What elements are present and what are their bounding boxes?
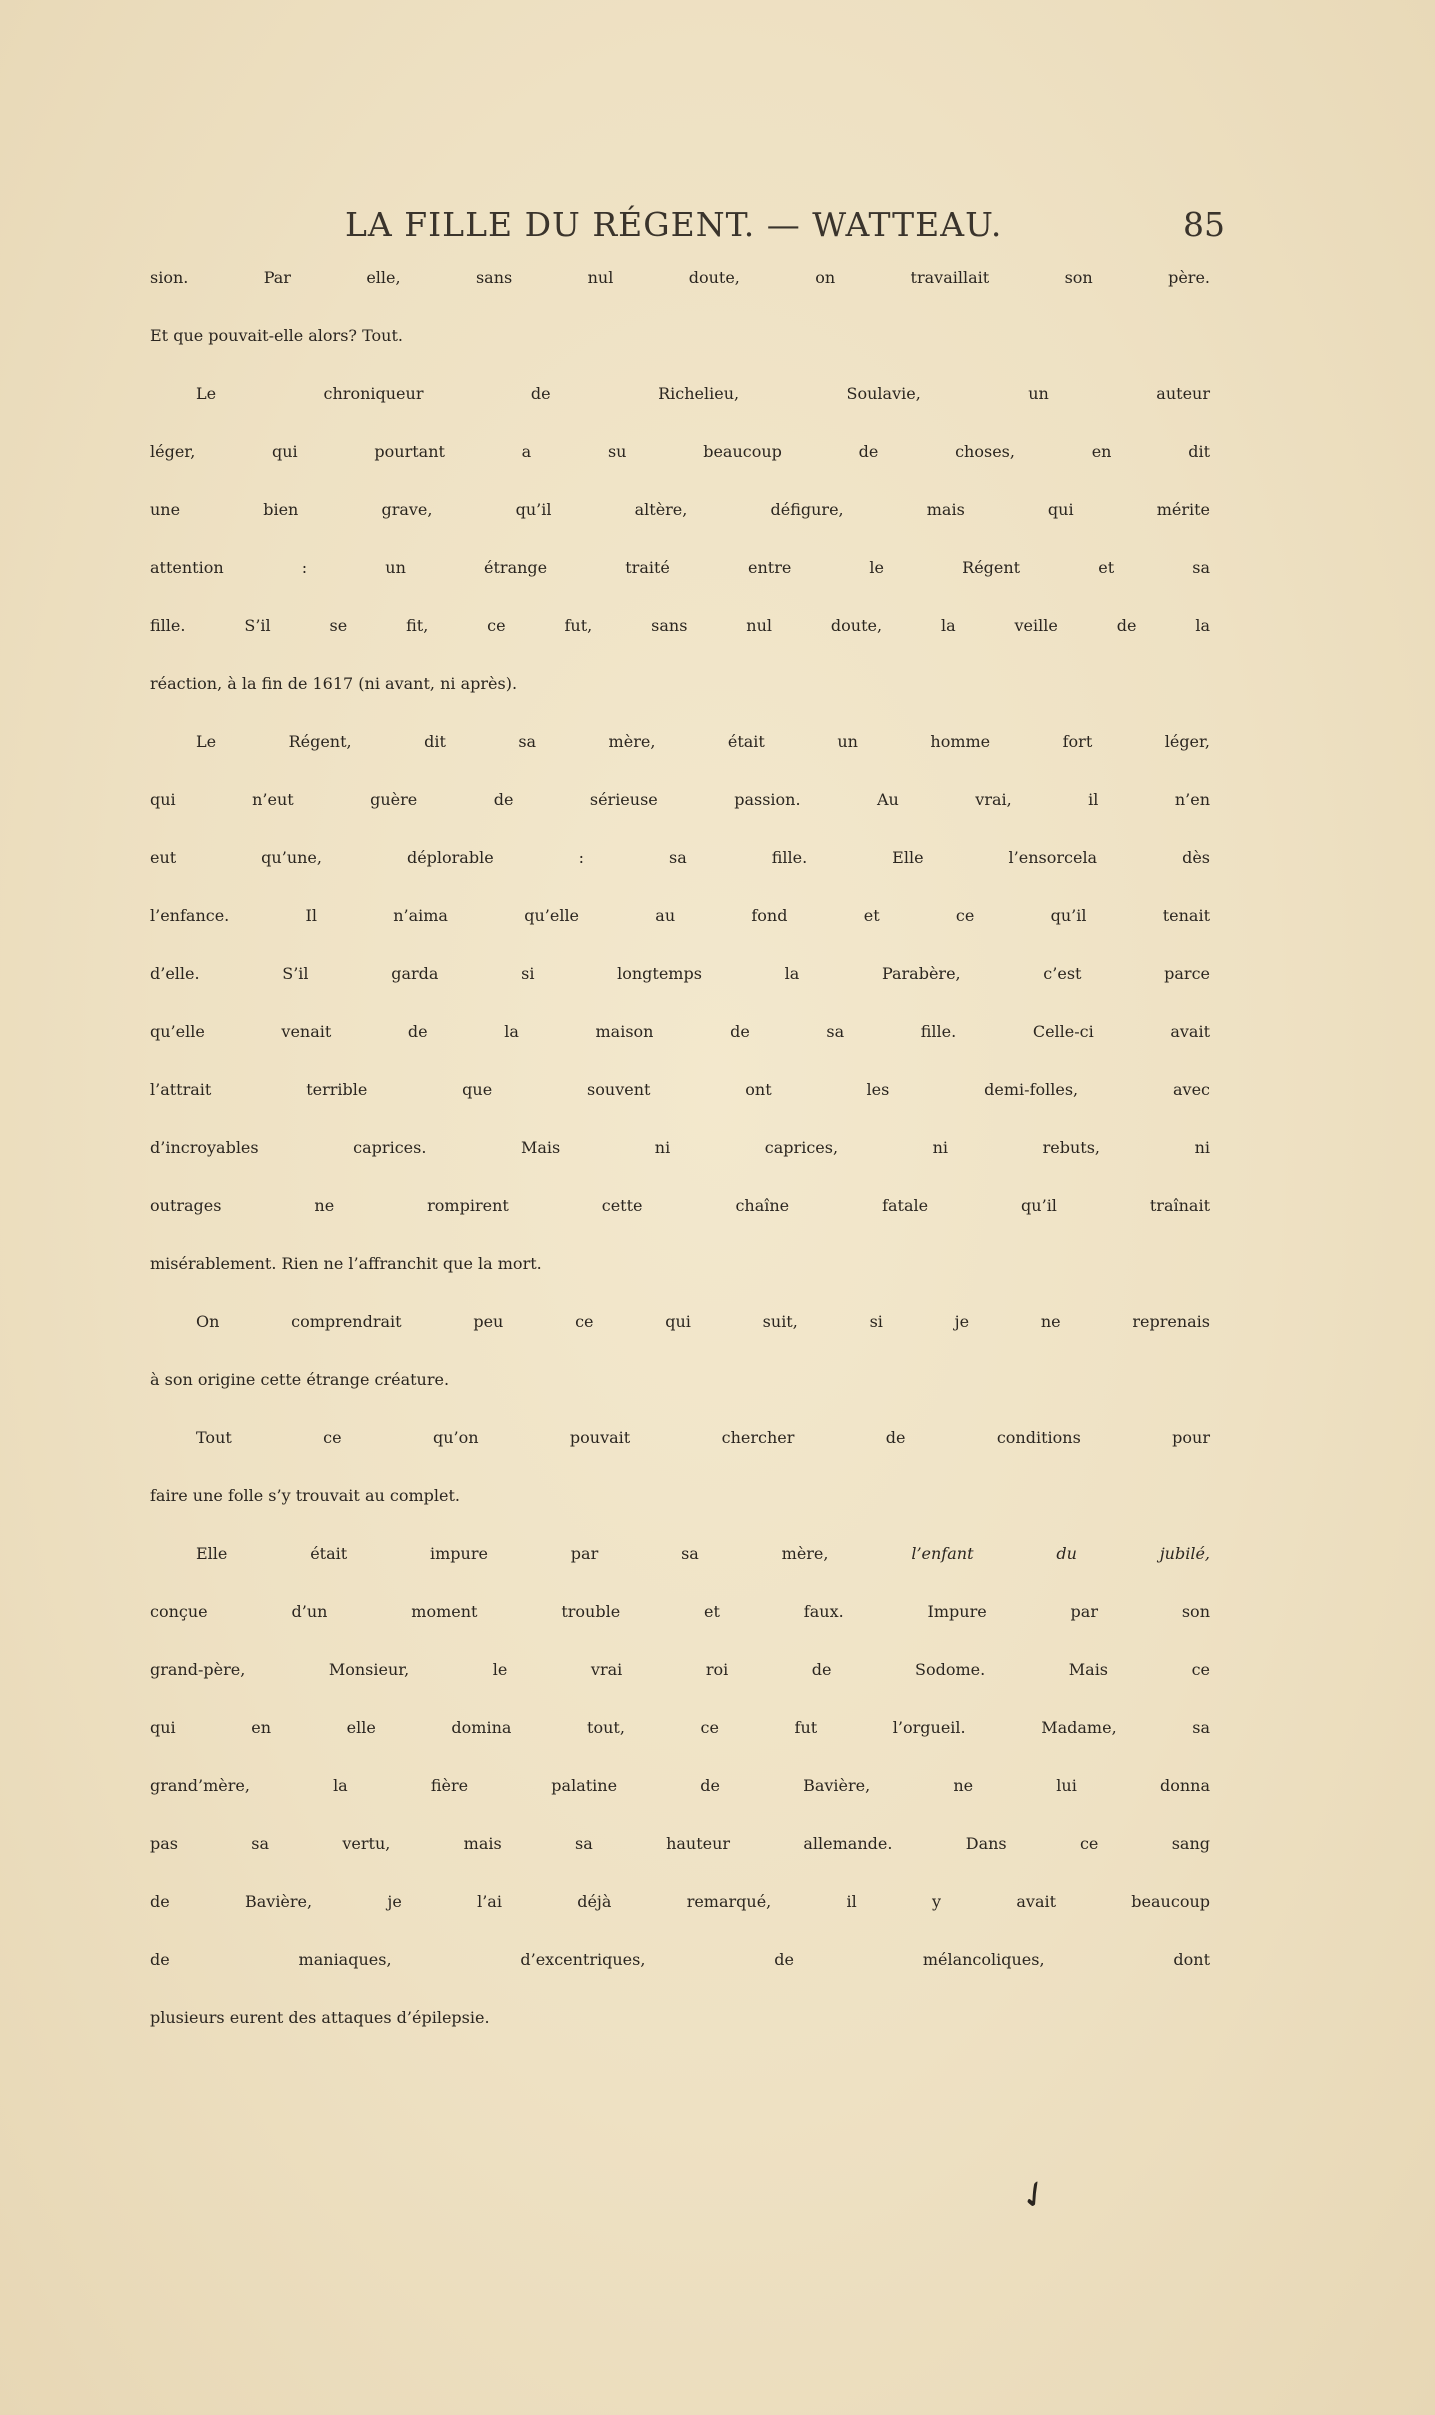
text-line: l’attrait terrible que souvent ont les demi-folles, avec [150,1080,1210,1099]
text-line: léger, qui pourtant a su beaucoup de choses, en dit [150,442,1210,461]
text-line: faire une folle s’y trouvait au complet. [150,1486,460,1505]
text-line: Tout ce qu’on pouvait chercher de conditions pour [196,1428,1210,1447]
pencil-mark-icon: ✓ [1011,2170,1059,2221]
text-line: grand’mère, la fière palatine de Bavière, ne lui donna [150,1776,1210,1795]
italic-phrase: l’enfant du jubilé, [911,1544,1210,1563]
text-line: grand-père, Monsieur, le vrai roi de Sodome. Mais ce [150,1660,1210,1679]
text-line [150,1544,1210,1602]
text-run: Elle était impure par sa mère, [196,1544,912,1563]
text-line: une bien grave, qu’il altère, défigure, mais qui mérite [150,500,1210,519]
text-line: eut qu’une, déplorable : sa fille. Elle l’ensorcela dès [150,848,1210,867]
text-line: à son origine cette étrange créature. [150,1370,450,1389]
text-line: l’enfance. Il n’aima qu’elle au fond et ce qu’il tenait [150,906,1210,925]
text-line: réaction, à la fin de 1617 (ni avant, ni après). [150,674,518,693]
text-line: qui en elle domina tout, ce fut l’orgueil. Madame, sa [150,1718,1210,1737]
text-line: misérablement. Rien ne l’affranchit que la mort. [150,1254,542,1273]
text-line: de Bavière, je l’ai déjà remarqué, il y avait beaucoup [150,1892,1210,1911]
text-line: qui n’eut guère de sérieuse passion. Au vrai, il n’en [150,790,1210,809]
text-line: Le Régent, dit sa mère, était un homme fort léger, [196,732,1210,751]
text-line: outrages ne rompirent cette chaîne fatale qu’il traînait [150,1196,1210,1215]
text-line: fille. S’il se fit, ce fut, sans nul doute, la veille de la [150,616,1210,635]
running-title: LA FILLE DU RÉGENT. — WATTEAU. [345,205,1003,244]
text-line: qu’elle venait de la maison de sa fille. Celle-ci avait [150,1022,1210,1041]
text-line: attention : un étrange traité entre le Régent et sa [150,558,1210,577]
body-text [150,268,1210,2066]
text-line: d’incroyables caprices. Mais ni caprices, ni rebuts, ni [150,1138,1210,1157]
text-line: Et que pouvait-elle alors? Tout. [150,326,403,345]
text-line: de maniaques, d’excentriques, de mélancoliques, dont [150,1950,1210,1969]
text-line: sion. Par elle, sans nul doute, on travaillait son père. [150,268,1210,287]
text-line: Le chroniqueur de Richelieu, Soulavie, un auteur [196,384,1210,403]
text-line: d’elle. S’il garda si longtemps la Parabère, c’est parce [150,964,1210,983]
text-line: conçue d’un moment trouble et faux. Impure par son [150,1602,1210,1621]
running-header [345,205,1225,245]
text-line: pas sa vertu, mais sa hauteur allemande. Dans ce sang [150,1834,1210,1853]
text-line: On comprendrait peu ce qui suit, si je ne reprenais [196,1312,1210,1331]
text-line: plusieurs eurent des attaques d’épilepsie. [150,2008,490,2027]
page-number: 85 [1183,205,1225,244]
